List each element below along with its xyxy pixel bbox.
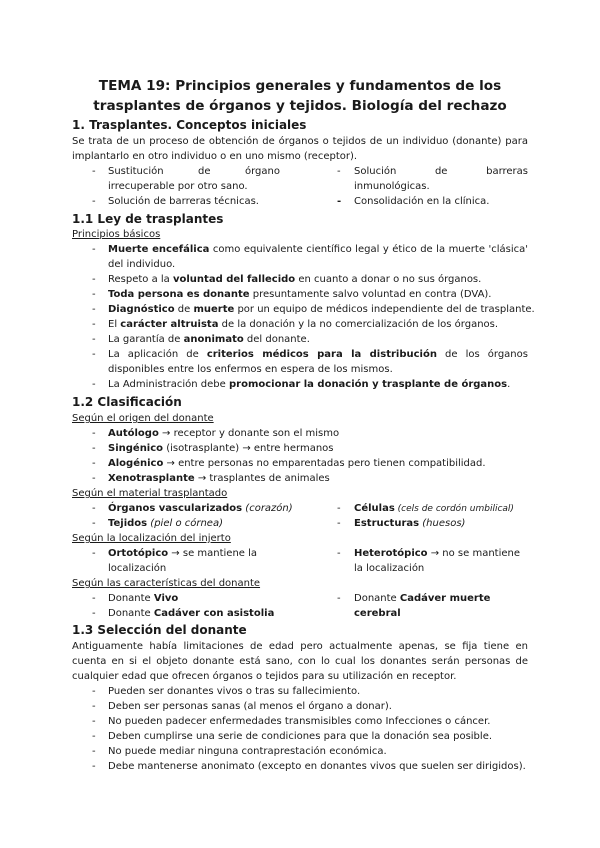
bullet-dash: -: [337, 166, 341, 177]
donor-item-2: Donante Cadáver con asistolia: [108, 608, 275, 619]
concept-item-3-line-2: inmunológicas.: [354, 181, 430, 192]
bullet-dash: -: [337, 518, 341, 529]
section-1-1-subheading: Principios básicos: [72, 229, 161, 240]
bullet-dash: -: [92, 196, 96, 207]
concept-item-4: Consolidación en la clínica.: [354, 196, 490, 207]
principle-2: Respeto a la voluntad del fallecido en cuanto a donar o no sus órganos.: [108, 274, 482, 285]
section-1-1-heading: 1.1 Ley de trasplantes: [72, 212, 224, 226]
bullet-dash: -: [92, 166, 96, 177]
selection-item-1: Pueden ser donantes vivos o tras su fallecimiento.: [108, 686, 361, 697]
bullet-dash: -: [92, 473, 96, 484]
material-item-3: Células (cels de cordón umbilical): [354, 503, 514, 514]
section-1-intro-line-1: Se trata de un proceso de obtención de órganos o tejidos de un individuo (donante) para: [72, 136, 528, 147]
material-item-1: Órganos vascularizados (corazón): [108, 503, 293, 514]
material-item-2: Tejidos (piel o córnea): [108, 518, 223, 529]
concept-item-2: Solución de barreras técnicas.: [108, 196, 259, 207]
principle-6: La garantía de anonimato del donante.: [108, 334, 310, 345]
donor-item-1: Donante Vivo: [108, 593, 179, 604]
material-subheading: Según el material trasplantado: [72, 488, 228, 499]
section-1-intro-line-2: implantarlo en otro individuo o en uno mismo (receptor).: [72, 151, 358, 162]
donor-subheading: Según las características del donante: [72, 578, 261, 589]
bullet-dash: -: [337, 503, 341, 514]
principle-8: La Administración debe promocionar la donación y trasplante de órganos.: [108, 379, 511, 390]
bullet-dash: -: [92, 518, 96, 529]
bullet-dash: -: [92, 716, 96, 727]
donor-item-3-line-2: cerebral: [354, 608, 401, 619]
bullet-dash: -: [92, 686, 96, 697]
origin-item-1: Autólogo → receptor y donante son el mismo: [108, 428, 340, 439]
bullet-dash: -: [92, 244, 96, 255]
page-title-line-1: TEMA 19: Principios generales y fundamentos de los: [98, 78, 502, 94]
location-subheading: Según la localización del injerto: [72, 533, 231, 544]
principle-7-line-1: La aplicación de criterios médicos para la distribución de los órganos: [108, 349, 528, 360]
bullet-dash: -: [92, 304, 96, 315]
bullet-dash: -: [92, 761, 96, 772]
bullet-dash: -: [92, 746, 96, 757]
bullet-dash: -: [337, 593, 341, 604]
selection-item-5: No puede mediar ninguna contraprestación económica.: [108, 746, 387, 757]
location-item-1-line-2: localización: [108, 563, 167, 574]
bullet-dash: -: [337, 196, 342, 207]
principle-7-line-2: disponibles entre los enfermos en espera de los mismos.: [108, 364, 393, 375]
section-1-3-heading: 1.3 Selección del donante: [72, 623, 247, 637]
principle-3: Toda persona es donante presuntamente salvo voluntad en contra (DVA).: [108, 289, 492, 300]
principle-1-line-2: del individuo.: [108, 259, 176, 270]
bullet-dash: -: [92, 334, 96, 345]
origin-subheading: Según el origen del donante: [72, 413, 214, 424]
bullet-dash: -: [92, 458, 96, 469]
section-1-heading: 1. Trasplantes. Conceptos iniciales: [72, 118, 307, 132]
page-title-line-2: trasplantes de órganos y tejidos. Biología del rechazo: [93, 98, 507, 114]
selection-item-4: Deben cumplirse una serie de condiciones para que la donación sea posible.: [108, 731, 493, 742]
concept-item-1-line-1: Sustitución de órgano: [108, 166, 280, 177]
section-1-3-para-line-1: Antiguamente había limitaciones de edad pero actualmente apenas, se fija tiene en: [72, 641, 528, 652]
bullet-dash: -: [92, 443, 96, 454]
origin-item-2: Singénico (isotrasplante) → entre hermanos: [108, 443, 334, 454]
principle-1-line-1: Muerte encefálica como equivalente científico legal y ético de la muerte 'clásica': [108, 244, 528, 255]
principle-4: Diagnóstico de muerte por un equipo de médicos independiente del de trasplante.: [108, 304, 535, 315]
bullet-dash: -: [92, 548, 96, 559]
bullet-dash: -: [92, 608, 96, 619]
material-item-4: Estructuras (huesos): [354, 518, 466, 529]
bullet-dash: -: [92, 319, 96, 330]
bullet-dash: -: [337, 548, 341, 559]
bullet-dash: -: [92, 349, 96, 360]
section-1-2-heading: 1.2 Clasificación: [72, 395, 182, 409]
selection-item-3: No pueden padecer enfermedades transmisibles como Infecciones o cáncer.: [108, 716, 491, 727]
origin-item-3: Alogénico → entre personas no emparentadas pero tienen compatibilidad.: [108, 458, 486, 469]
location-item-1-line-1: Ortotópico → se mantiene la: [108, 548, 258, 559]
section-1-3-para-line-2: cuenta en si el objeto donante está sano, con lo cual los donantes serán personas de: [72, 656, 528, 667]
bullet-dash: -: [92, 379, 96, 390]
concept-item-3-line-1: Solución de barreras: [354, 166, 528, 177]
selection-item-6: Debe mantenerse anonimato (excepto en donantes vivos que suelen ser dirigidos).: [108, 761, 526, 772]
bullet-dash: -: [92, 289, 96, 300]
principle-5: El carácter altruista de la donación y la no comercialización de los órganos.: [108, 319, 499, 330]
section-1-3-para-line-3: cualquier edad que ofrecen órganos o tejidos para su utilización en receptor.: [72, 671, 457, 682]
bullet-dash: -: [92, 593, 96, 604]
bullet-dash: -: [92, 428, 96, 439]
location-item-2-line-2: la localización: [354, 563, 425, 574]
bullet-dash: -: [92, 701, 96, 712]
bullet-dash: -: [92, 274, 96, 285]
bullet-dash: -: [92, 731, 96, 742]
location-item-2-line-1: Heterotópico → no se mantiene: [354, 548, 521, 559]
bullet-dash: -: [92, 503, 96, 514]
concept-item-1-line-2: irrecuperable por otro sano.: [108, 181, 248, 192]
origin-item-4: Xenotrasplante → trasplantes de animales: [108, 473, 330, 484]
selection-item-2: Deben ser personas sanas (al menos el órgano a donar).: [108, 701, 392, 712]
donor-item-3-line-1: Donante Cadáver muerte: [354, 593, 491, 604]
